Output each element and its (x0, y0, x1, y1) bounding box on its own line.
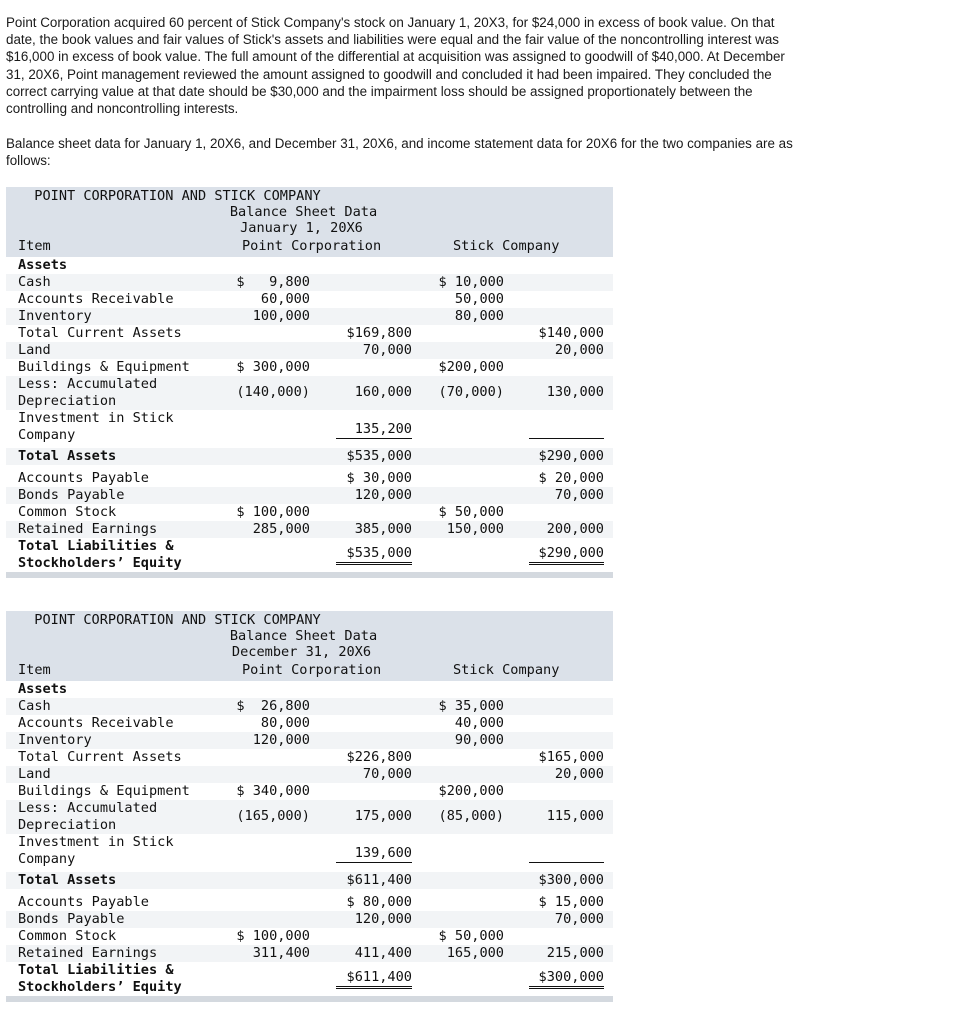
table-row (6, 487, 613, 504)
point-tl: $611,400 (336, 969, 412, 989)
point-re: 285,000 (230, 521, 310, 539)
table-row (6, 448, 613, 465)
stick-equity: 215,000 (529, 945, 604, 963)
balance-sheet-table-jan (6, 187, 613, 578)
problem-paragraph-2: Balance sheet data for January 1, 20X6, and December 31, 20X6, and income statement data for 20X6 for the two companies are as follows: (6, 136, 793, 169)
stick-ar: 50,000 (454, 291, 504, 307)
point-investment: 139,600 (336, 845, 412, 863)
point-be: $ 300,000 (236, 359, 310, 375)
table-subtitle: Balance Sheet Data (229, 628, 378, 644)
point-land: 70,000 (362, 766, 412, 782)
problem-paragraph-1: Point Corporation acquired 60 percent of Stick Company's stock on January 1, 20X3, for $24,000 in excess of book value. On that date, the book values and fair values of Stick's assets and liabilities were equal and the fair value of the noncontrolling interest was $16,000 in excess of book value. The full amount of the differential at acquisition was assigned to goodwill of $40,000. At December 31, 20X6, Point management reviewed the amount assigned to goodwill and concluded it had been impaired. They concluded the correct carrying value at that date should be $30,000 and the impairment loss should be assigned proportionately between the controlling and noncontrolling interests. (6, 15, 785, 117)
column-header-item: Item (18, 238, 51, 254)
stick-equity: 200,000 (529, 521, 604, 539)
row-label-cont: Stockholders’ Equity (18, 555, 182, 571)
row-label: Retained Earnings (18, 945, 158, 961)
row-label: Inventory (18, 308, 92, 324)
row-label: Accounts Receivable (18, 715, 174, 731)
point-ta: $535,000 (336, 448, 412, 468)
table-row (6, 732, 613, 749)
table-row (6, 698, 613, 715)
stick-ta: $300,000 (529, 872, 604, 892)
point-tca: $226,800 (346, 749, 412, 765)
row-label: Total Assets (18, 872, 117, 888)
stick-bp: 70,000 (554, 911, 604, 927)
row-label: Cash (18, 698, 51, 714)
table-title: POINT CORPORATION AND STICK COMPANY (34, 612, 321, 628)
stick-cs: $ 50,000 (438, 928, 504, 944)
row-label-cont: Depreciation (18, 393, 117, 409)
row-label: Investment in Stick (18, 410, 174, 426)
point-net-be: 175,000 (354, 808, 412, 824)
row-label: Accounts Payable (18, 470, 149, 486)
table-row (6, 783, 613, 800)
point-bp: 120,000 (354, 487, 412, 503)
point-land: 70,000 (362, 342, 412, 358)
table-row (6, 834, 613, 872)
point-be: $ 340,000 (236, 783, 310, 799)
row-label-cont: Stockholders’ Equity (18, 979, 182, 995)
point-cs: $ 100,000 (236, 928, 310, 944)
table-date: December 31, 20X6 (231, 644, 372, 660)
row-label-cont: Depreciation (18, 817, 117, 833)
table-header (6, 611, 613, 681)
point-cash: $ 9,800 (236, 274, 310, 290)
stick-cash: $ 35,000 (438, 698, 504, 714)
table-row (6, 325, 613, 342)
column-header-point: Point Corporation (242, 238, 382, 254)
column-header-item: Item (18, 662, 51, 678)
point-bp: 120,000 (354, 911, 412, 927)
point-tca: $169,800 (346, 325, 412, 341)
problem-text (6, 14, 806, 188)
table-row (6, 376, 613, 410)
point-ar: 80,000 (260, 715, 310, 731)
row-label: Buildings & Equipment (18, 783, 190, 799)
point-cs: $ 100,000 (236, 504, 310, 520)
point-investment: 135,200 (336, 421, 412, 439)
stick-cash: $ 10,000 (438, 274, 504, 290)
row-label: Retained Earnings (18, 521, 158, 537)
stick-tl: $290,000 (529, 545, 604, 565)
stick-ar: 40,000 (454, 715, 504, 731)
stick-ad: (70,000) (438, 384, 504, 400)
stick-ap: $ 20,000 (538, 470, 604, 486)
table-row (6, 894, 613, 911)
row-label: Less: Accumulated (18, 800, 158, 816)
row-label: Cash (18, 274, 51, 290)
table-row (6, 470, 613, 487)
point-ad: (140,000) (236, 384, 310, 400)
point-inventory: 120,000 (230, 732, 310, 750)
table-title: POINT CORPORATION AND STICK COMPANY (34, 188, 321, 204)
stick-ap: $ 15,000 (538, 894, 604, 910)
row-label: Bonds Payable (18, 487, 125, 503)
point-tl: $535,000 (336, 545, 412, 565)
stick-bp: 70,000 (554, 487, 604, 503)
row-label-cont: Company (18, 427, 76, 443)
table-row (6, 410, 613, 448)
row-label: Common Stock (18, 504, 117, 520)
row-label: Buildings & Equipment (18, 359, 190, 375)
point-ta: $611,400 (336, 872, 412, 892)
row-label: Total Current Assets (18, 749, 182, 765)
row-label: Total Assets (18, 448, 117, 464)
table-row (6, 681, 613, 698)
table-date: January 1, 20X6 (240, 220, 363, 236)
row-label: Inventory (18, 732, 92, 748)
point-ar: 60,000 (260, 291, 310, 307)
row-label: Accounts Receivable (18, 291, 174, 307)
stick-inventory: 80,000 (429, 308, 504, 326)
stick-net-be: 115,000 (546, 808, 604, 824)
stick-tca: $165,000 (538, 749, 604, 765)
table-subtitle: Balance Sheet Data (229, 204, 378, 220)
point-inventory: 100,000 (230, 308, 310, 326)
table-row (6, 962, 613, 996)
stick-tca: $140,000 (538, 325, 604, 341)
table-row (6, 928, 613, 945)
column-header-point: Point Corporation (242, 662, 382, 678)
row-label: Common Stock (18, 928, 117, 944)
stick-tl: $300,000 (529, 969, 604, 989)
table-row (6, 911, 613, 928)
row-label: Assets (18, 257, 68, 273)
table-row (6, 257, 613, 274)
stick-net-be: 130,000 (546, 384, 604, 400)
table-row (6, 715, 613, 732)
table-row (6, 274, 613, 291)
point-ad: (165,000) (236, 808, 310, 824)
point-ap: $ 30,000 (346, 470, 412, 486)
row-label-cont: Company (18, 851, 76, 867)
table-row (6, 359, 613, 376)
stick-be: $200,000 (438, 783, 504, 799)
row-label: Assets (18, 681, 68, 697)
row-label: Less: Accumulated (18, 376, 158, 392)
table-row (6, 291, 613, 308)
stick-investment-blank (529, 845, 604, 863)
table-row (6, 800, 613, 834)
row-label: Total Liabilities & (18, 962, 174, 978)
table-row (6, 521, 613, 538)
stick-investment-blank (529, 421, 604, 439)
point-equity: 385,000 (336, 521, 412, 539)
point-equity: 411,400 (336, 945, 412, 963)
point-ap: $ 80,000 (346, 894, 412, 910)
table-row (6, 342, 613, 359)
row-label: Investment in Stick (18, 834, 174, 850)
column-header-stick: Stick Company (453, 662, 560, 678)
table-row (6, 504, 613, 521)
table-row (6, 945, 613, 962)
stick-ta: $290,000 (529, 448, 604, 468)
stick-be: $200,000 (438, 359, 504, 375)
table-header (6, 187, 613, 257)
column-header-stick: Stick Company (453, 238, 560, 254)
table-row (6, 538, 613, 572)
row-label: Land (18, 766, 51, 782)
point-cash: $ 26,800 (236, 698, 310, 714)
point-re: 311,400 (230, 945, 310, 963)
stick-re: 165,000 (429, 945, 504, 963)
balance-sheet-table-dec (6, 611, 613, 1002)
row-label: Total Liabilities & (18, 538, 174, 554)
stick-cs: $ 50,000 (438, 504, 504, 520)
stick-land: 20,000 (554, 766, 604, 782)
table-row (6, 308, 613, 325)
row-label: Land (18, 342, 51, 358)
row-label: Accounts Payable (18, 894, 149, 910)
row-label: Total Current Assets (18, 325, 182, 341)
stick-inventory: 90,000 (429, 732, 504, 750)
table-row (6, 872, 613, 889)
table-row (6, 749, 613, 766)
stick-land: 20,000 (554, 342, 604, 358)
point-net-be: 160,000 (354, 384, 412, 400)
stick-ad: (85,000) (438, 808, 504, 824)
stick-re: 150,000 (429, 521, 504, 539)
row-label: Bonds Payable (18, 911, 125, 927)
table-row (6, 766, 613, 783)
